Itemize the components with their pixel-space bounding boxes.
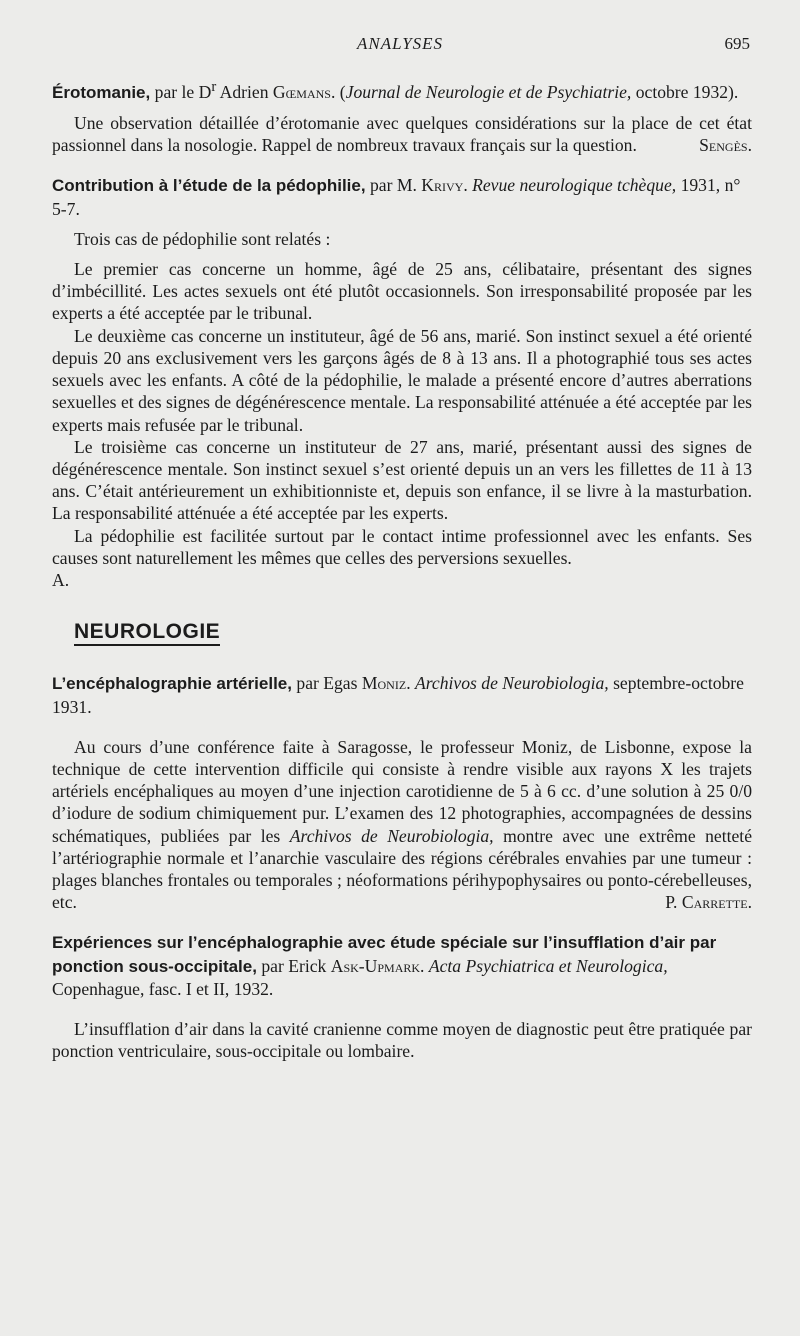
article-heading-pedophilie: Contribution à l’étude de la pédophilie, par M. Krivy. Revue neurologique tchèque, 1931, n° 5-7.: [52, 175, 741, 219]
article-author-last: Gœmans: [272, 81, 331, 102]
article-heading-erotomanie: [52, 76, 752, 104]
article-by: par M.: [369, 175, 417, 196]
article-journal: Revue neurologique tchèque,: [472, 175, 677, 196]
signature-initial: P.: [665, 892, 678, 913]
article-journal: Acta Psychiatrica et Neurologica,: [428, 955, 668, 976]
article-title: Contribution à l’étude de la pédophilie,: [52, 176, 366, 196]
article-signature: [643, 891, 752, 913]
article-body-journal: Archivos de Neurobiologia,: [289, 825, 494, 846]
article-body-text: Au cours d’une conférence faite à Saragosse, le professeur Moniz, de Lisbonne, expose la technique de cette intervention difficile qui consiste à rendre visible aux rayons X les trajets artériels encéphaliques au moyen d’une injection carotidienne de 5 à 6 cc. d’une solution à 25 0/0 d’iodure de sodium chimiquement pur. L’examen des 12 photographies, accompagnées de dessins schématiques, publiées par les: [52, 736, 752, 846]
article-title: Expériences sur l’encéphalographie avec étude spéciale sur l’insufflation d’air par ponction sous-occipitale,: [52, 933, 717, 976]
article-body: [52, 112, 752, 156]
article-by: par Egas: [296, 673, 358, 694]
article-body: L’insufflation d’air dans la cavité cranienne comme moyen de diagnostic peut être pratiquée par ponction ventriculaire, sous-occipitale ou lombaire.: [52, 1018, 752, 1062]
article-author-last: Krivy: [421, 175, 464, 196]
running-head: [0, 34, 800, 58]
article-title: Érotomanie,: [52, 82, 151, 102]
article-journal: Archivos de Neurobiologia,: [414, 673, 609, 694]
article-paragraph: La pédophilie est facilitée surtout par le contact intime professionnel avec les enfants. Ses causes sont naturellement les mêmes que celles des perversions sexuelles.: [52, 525, 752, 568]
article-by-sup: r: [211, 79, 217, 95]
page-content: [52, 76, 752, 1062]
article-body: [52, 736, 752, 914]
page-number: 695: [724, 34, 750, 53]
article-paragraph: Le deuxième cas concerne un instituteur, âgé de 56 ans, marié. Son instinct sexuel a été orienté depuis 20 ans exclusivement vers les garçons âgés de 8 à 13 ans. Il a photographié tous ses actes sexuels avec les enfants. A côté de la pédophilie, le malade a présenté encore d’autres aberrations sexuelles et des signes de dégénérescence mentale. La responsabilité atténuée a été acceptée par les experts mais refusée par le tribunal.: [52, 325, 752, 435]
article-paragraph: Le troisième cas concerne un instituteur de 27 ans, marié, présentant aussi des signes de dégénérescence mentale. Son instinct sexuel s’est orienté depuis un an vers les fillettes de 11 à 13 ans. C’était antérieurement un exhibitionniste et, depuis son enfance, il se livre à la masturbation. La responsabilité atténuée a été acceptée par les experts.: [52, 436, 752, 524]
signature-name: Carrette.: [681, 892, 752, 913]
section-title: NEUROLOGIE: [74, 621, 220, 646]
article-body-text: Une observation détaillée d’érotomanie avec quelques considérations sur la place de cet état passionnel dans la nosologie. Rappel de nombreux travaux français sur la question.: [52, 113, 752, 156]
article-paragraph: Trois cas de pédophilie sont relatés :: [74, 228, 331, 249]
running-head-title: ANALYSES: [356, 34, 444, 53]
article-author-last: Ask-Upmark: [330, 955, 421, 976]
article-journal: Journal de Neurologie et de Psychiatrie,: [345, 81, 632, 102]
article-date: octobre 1932).: [635, 81, 739, 102]
article-date: 1931, n° 5-7.: [52, 175, 741, 219]
article-source-open: . (: [330, 81, 346, 102]
article-date: septembre-octobre 1931.: [52, 673, 744, 717]
article-by: par Erick: [261, 955, 327, 976]
article-by: par le D: [154, 81, 212, 102]
article-signature: A.: [52, 569, 70, 590]
article-title: L’encéphalographie artérielle,: [52, 674, 292, 694]
article-paragraph: Le premier cas concerne un homme, âgé de 25 ans, célibataire, présentant des signes d’imbécillité. Les actes sexuels ont été plutôt occasionnels. Son irresponsabilité proposée par les experts a été acceptée par le tribunal.: [52, 259, 752, 324]
article-author-first: Adrien: [219, 81, 269, 102]
article-body-text-end: montre avec une extrême netteté l’artériographie normale et l’anarchie vasculaire des régions cérébrales envahies par une tumeur : plages blanches frontales ou temporales ; néoformations périhypophysaires ou ponto-cérebelleuses, etc.: [52, 825, 753, 913]
section-heading: [52, 621, 752, 646]
article-heading-insufflation: Expériences sur l’encéphalographie avec étude spéciale sur l’insufflation d’air par ponction sous-occipitale, par Erick Ask-Upmark. Acta Psychiatrica et Neurologica, Copenhague, fasc. I et II, 1932.: [52, 933, 717, 999]
article-date: Copenhague, fasc. I et II, 1932.: [52, 978, 274, 999]
article-signature: Sengès.: [699, 135, 752, 156]
article-heading-encephalographie-arterielle: L’encéphalographie artérielle, par Egas Moniz. Archivos de Neurobiologia, septembre-octobre 1931.: [52, 673, 744, 717]
article-author-last: Moniz: [361, 673, 407, 694]
